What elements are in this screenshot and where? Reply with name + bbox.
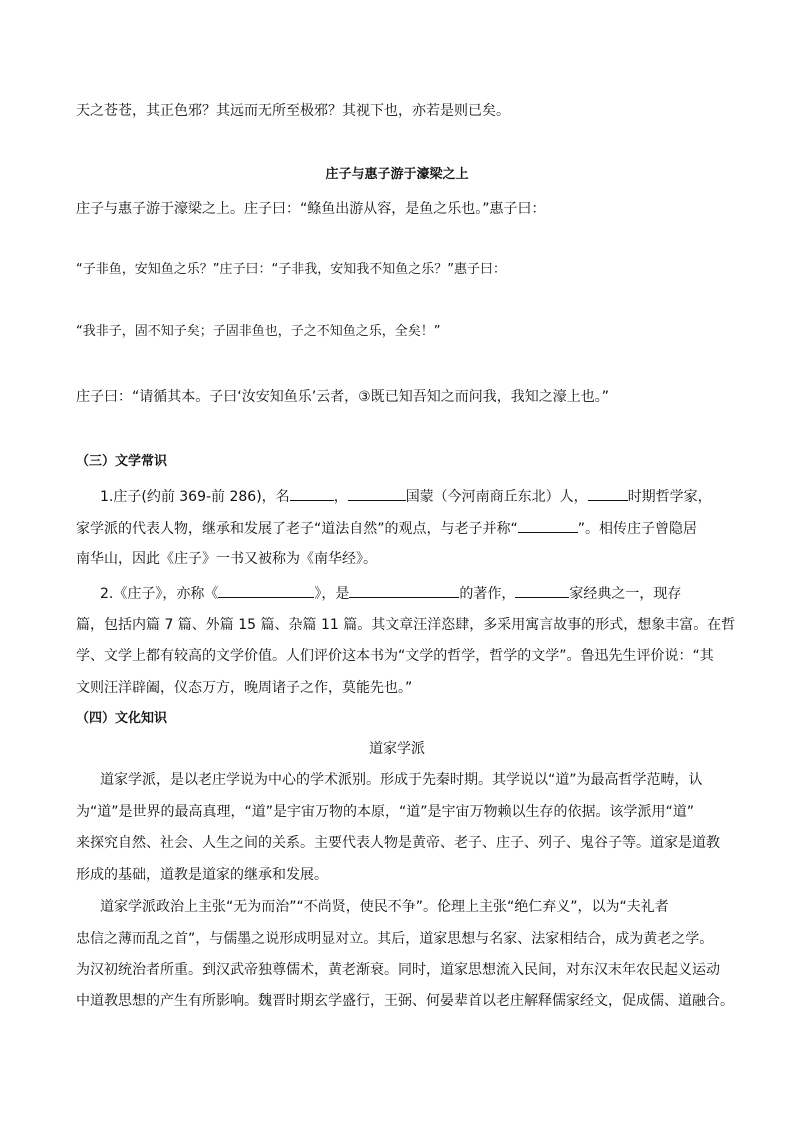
section-title-daojia: 道家学派 bbox=[369, 741, 425, 757]
blank-author[interactable] bbox=[349, 583, 459, 598]
q1-text-c: 国蒙（今河南商丘东北）人， bbox=[405, 489, 588, 505]
blank-alt-title[interactable] bbox=[218, 583, 314, 598]
question-2-line-3: 学、文学上都有较高的文学价值。人们评价这本书为“文学的哲学，哲学的文学”。鲁迅先生评价说：“其 bbox=[76, 648, 714, 664]
question-1-line-3: 南华山，因此《庄子》一书又被称为《南华经》。 bbox=[76, 551, 377, 567]
question-1-line-2 bbox=[76, 518, 697, 539]
q1-text-d: 时期哲学家， bbox=[627, 489, 712, 505]
question-2-line-4: 文则汪洋辟阖，仪态万方，晚周诸子之作，莫能先也。” bbox=[76, 680, 413, 696]
daojia-p2-line-4: 中道教思想的产生有所影响。魏晋时期玄学盛行，王弼、何晏辈首以老庄解释儒家经文，促成儒、道融合。 bbox=[76, 993, 734, 1009]
paragraph-xiaoyaoyou-end: 天之苍苍，其正色邪？其远而无所至极邪？其视下也，亦若是则已矣。 bbox=[76, 103, 510, 119]
blank-school[interactable] bbox=[515, 583, 569, 598]
dialog-line-1: 庄子与惠子游于濠梁之上。庄子曰：“鲦鱼出游从容，是鱼之乐也。”惠子曰： bbox=[76, 201, 546, 217]
blank-period[interactable] bbox=[588, 486, 628, 501]
q1-line2b: ”。相传庄子曾隐居 bbox=[577, 521, 698, 537]
dialog-line-3: “我非子，固不知子矣；子固非鱼也，子之不知鱼之乐，全矣！” bbox=[76, 324, 441, 339]
blank-state[interactable] bbox=[348, 486, 406, 501]
daojia-p2-line-2: 忠信之薄而乱之首”，与儒墨之说形成明显对立。其后，道家思想与名家、法家相结合，成为黄老之学。 bbox=[76, 931, 714, 947]
q2-text-c: 的著作， bbox=[459, 586, 516, 602]
daojia-p1-line-1: 道家学派，是以老庄学说为中心的学术派别。形成于先秦时期。其学说以“道”为最高哲学范畴，认 bbox=[100, 772, 703, 788]
q1-text-a: 1.庄子(约前 369-前 286)，名 bbox=[100, 489, 290, 505]
daojia-p1-line-4: 形成的基础，道教是道家的继承和发展。 bbox=[76, 867, 328, 883]
q1-text-b: ， bbox=[333, 489, 348, 505]
dialog-line-4: 庄子曰：“请循其本。子曰‘汝安知鱼乐’云者，③既已知吾知之而问我，我知之濠上也。” bbox=[76, 389, 609, 405]
daojia-p2-line-3: 为汉初统治者所重。到汉武帝独尊儒术，黄老渐衰。同时，道家思想流入民间，对东汉末年农民起义运动 bbox=[76, 962, 720, 978]
dialog-line-2: “子非鱼，安知鱼之乐？”庄子曰：“子非我，安知我不知鱼之乐？”惠子曰： bbox=[76, 262, 506, 277]
question-1-line-1 bbox=[100, 486, 712, 507]
daojia-p1-line-3: 来探究自然、社会、人生之间的关系。主要代表人物是黄帝、老子、庄子、列子、鬼谷子等。道家是道教 bbox=[76, 835, 720, 851]
q2-text-b: 》，是 bbox=[314, 586, 350, 602]
section-heading-literature: （三）文学常识 bbox=[76, 454, 168, 469]
question-2-line-1 bbox=[100, 583, 681, 604]
q2-text-a: 2.《庄子》，亦称《 bbox=[100, 586, 219, 602]
section-title-haoliang: 庄子与惠子游于濠梁之上 bbox=[325, 167, 469, 182]
daojia-p1-line-2: 为“道”是世界的最高真理，“道”是宇宙万物的本原，“道”是宇宙万物赖以生存的依据。该学派用“道” bbox=[76, 804, 695, 820]
question-2-line-2: 篇，包括内篇 7 篇、外篇 15 篇、杂篇 11 篇。其文章汪洋恣肆，多采用寓言故事的形式，想象丰富。在哲 bbox=[76, 617, 736, 633]
section-heading-culture: （四）文化知识 bbox=[76, 711, 168, 726]
daojia-p2-line-1: 道家学派政治上主张“无为而治”“不尚贤，使民不争”。伦理上主张“绝仁弃义”，以为“夫礼者 bbox=[100, 899, 669, 915]
blank-joint-name[interactable] bbox=[518, 518, 578, 533]
q1-line2a: 家学派的代表人物，继承和发展了老子“道法自然”的观点，与老子并称“ bbox=[76, 521, 518, 537]
q2-text-d: 家经典之一，现存 bbox=[569, 586, 682, 602]
blank-name[interactable] bbox=[290, 486, 334, 501]
